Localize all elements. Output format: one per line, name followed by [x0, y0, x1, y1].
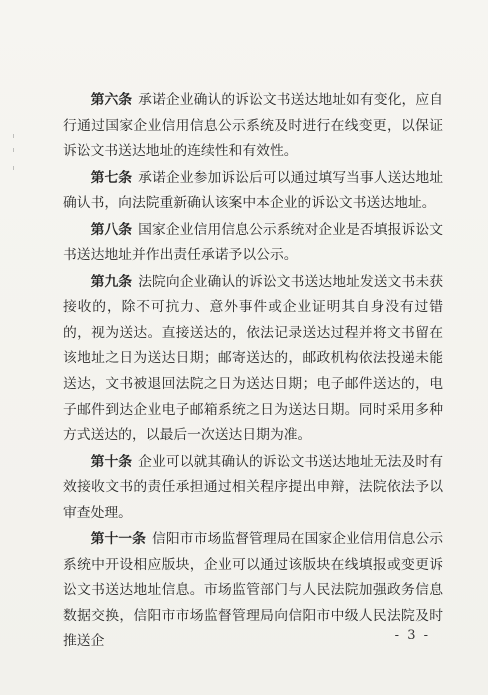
article-11	[63, 527, 443, 655]
article-9	[63, 270, 443, 449]
article-label: 第六条	[90, 92, 133, 108]
article-10	[63, 450, 443, 527]
article-text: 企业可以就其确认的诉讼文书送达地址无法及时有效接收文书的责任承担通过相关程序提出申辩，法院依法予以审查处理。	[63, 453, 444, 521]
article-label: 第八条	[90, 221, 133, 238]
article-7	[63, 166, 443, 217]
binding-mark	[13, 134, 14, 138]
article-label: 第十条	[90, 453, 133, 470]
binding-mark	[13, 166, 14, 170]
document-body	[63, 88, 443, 655]
binding-mark	[13, 148, 14, 152]
article-label: 第十一条	[90, 531, 147, 548]
article-6	[63, 88, 443, 165]
page-number: - 3 -	[394, 628, 430, 643]
article-8	[63, 218, 443, 269]
article-label: 第九条	[90, 273, 133, 290]
article-text: 承诺企业确认的诉讼文书送达地址如有变化，应自行通过国家企业信用信息公示系统及时进行在线变更，以保证诉讼文书送达地址的连续性和有效性。	[63, 92, 444, 160]
article-text: 承诺企业参加诉讼后可以通过填写当事人送达地址确认书，向法院重新确认该案中本企业的诉讼文书送达地址。	[63, 169, 444, 212]
article-label: 第七条	[90, 169, 133, 186]
article-text: 信阳市市场监督管理局在国家企业信用信息公示系统中开设相应版块，企业可以通过该版块在线填报或变更诉讼文书送达地址信息。市场监管部门与人民法院加强政务信息数据交换，信阳市市场监督管理局向信阳市中级人民法院及时推送企	[63, 531, 444, 650]
article-text: 国家企业信用信息公示系统对企业是否填报诉讼文书送达地址并作出责任承诺予以公示。	[63, 221, 444, 264]
article-text: 法院向企业确认的诉讼文书送达地址发送文书未获接收的，除不可抗力、意外事件或企业证明其自身没有过错的，视为送达。直接送达的，依法记录送达过程并将文书留在该地址之日为送达日期；邮寄送达的，邮政机构依法投递未能送达，文书被退回法院之日为送达日期；电子邮件送达的，电子邮件到达企业电子邮箱系统之日为送达日期。同时采用多种方式送达的，以最后一次送达日期为准。	[63, 273, 444, 444]
